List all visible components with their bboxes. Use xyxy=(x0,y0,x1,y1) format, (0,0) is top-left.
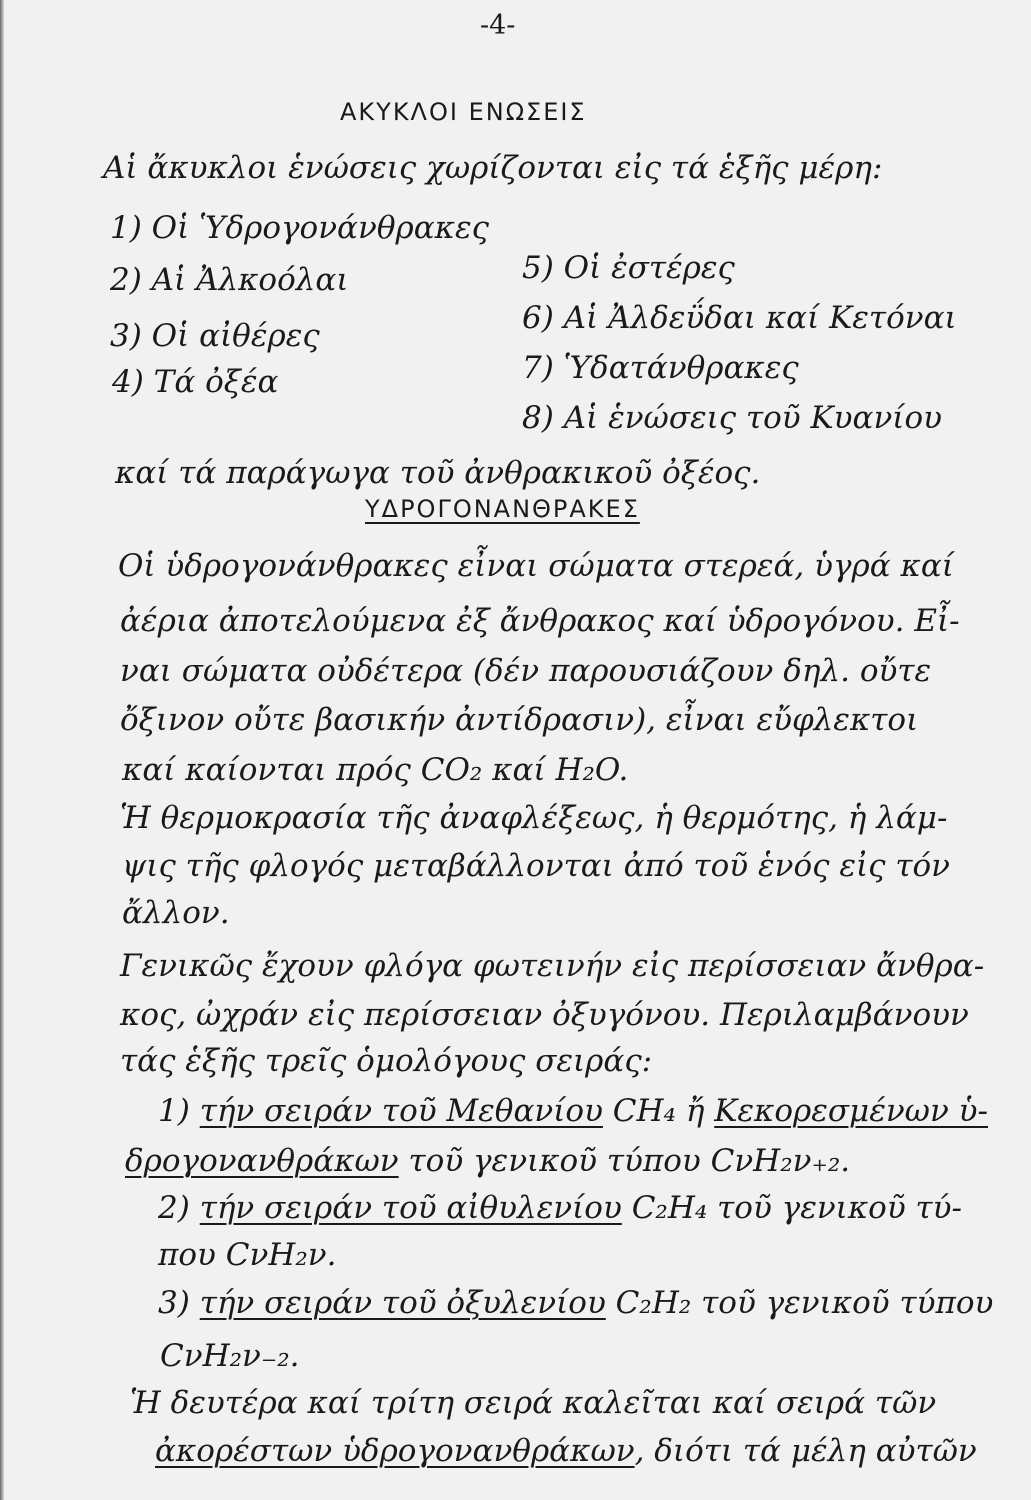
paragraph-1-line-1: Οἱ ὑδρογονάνθρακες εἶναι σώματα στερεά, ὑγρά καί xyxy=(118,548,954,584)
paragraph-1-line-3: ναι σώματα οὐδέτερα (δέν παρουσιάζουν δηλ. οὔτε xyxy=(120,653,932,689)
list-item-2: 2) Αἱ Ἀλκοόλαι xyxy=(110,262,349,298)
intro-line: Αἱ ἄκυκλοι ἑνώσεις χωρίζονται εἰς τά ἑξῆς μέρη: xyxy=(103,150,883,186)
series-3-name: τήν σειράν τοῦ ὀξυλενίου xyxy=(199,1285,606,1321)
list-item-5: 5) Οἱ ἐστέρες xyxy=(522,250,735,286)
paragraph-2-line-3: ἄλλον. xyxy=(122,895,230,931)
paragraph-1-line-5: καί καίονται πρός CO₂ καί H₂O. xyxy=(122,752,629,788)
list-item-7: 7) Ὑδατάνθρακες xyxy=(522,350,799,386)
series-2-line-2: που CνH₂ν. xyxy=(158,1237,337,1273)
paragraph-3-line-3: τάς ἑξῆς τρεῖς ὁμολόγους σειράς: xyxy=(120,1043,653,1079)
series-1-general-formula: τοῦ γενικοῦ τύπου CνH₂ν₊₂. xyxy=(408,1143,851,1179)
series-1-formula: CH₄ ἤ xyxy=(612,1093,705,1129)
paragraph-4-line-1: Ἡ δευτέρα καί τρίτη σειρά καλεῖται καί σειρά τῶν xyxy=(130,1385,937,1421)
list-tail-line: καί τά παράγωγα τοῦ ἀνθρακικοῦ ὀξέος. xyxy=(115,455,761,491)
list-item-8: 8) Αἱ ἑνώσεις τοῦ Κυανίου xyxy=(522,400,942,436)
list-item-1: 1) Οἱ Ὑδρογονάνθρακες xyxy=(110,210,489,246)
series-1-alt-name-cont: δρογονανθράκων xyxy=(125,1143,399,1179)
series-2-number: 2) xyxy=(158,1190,190,1226)
series-1-line-1 xyxy=(158,1093,988,1129)
list-item-3: 3) Οἱ αἰθέρες xyxy=(110,318,320,354)
series-3-number: 3) xyxy=(158,1285,190,1321)
unsaturated-hydrocarbons-term: ἀκορέστων ὑδρογονανθράκων xyxy=(155,1433,635,1469)
series-1-alt-name: Κεκορεσμένων ὑ- xyxy=(714,1093,988,1129)
series-1-line-2 xyxy=(125,1143,850,1179)
paragraph-4-line-2-tail: , διότι τά μέλη αὐτῶν xyxy=(634,1433,977,1469)
page-number: -4- xyxy=(480,10,516,41)
series-3-line-2: CνH₂ν₋₂. xyxy=(160,1338,300,1374)
section-subtitle: ΥΔΡΟΓΟΝΑΝΘΡΑΚΕΣ xyxy=(365,495,640,523)
series-1-name: τήν σειράν τοῦ Μεθανίου xyxy=(199,1093,603,1129)
series-1-number: 1) xyxy=(158,1093,190,1129)
paragraph-4-line-2 xyxy=(155,1433,977,1469)
paragraph-1-line-4: ὄξινον οὔτε βασικήν ἀντίδρασιν), εἶναι εὔφλεκτοι xyxy=(120,702,919,738)
paragraph-3-line-2: κος, ὠχράν εἰς περίσσειαν ὀξυγόνου. Περιλαμβάνουν xyxy=(120,997,969,1033)
series-3-formula: C₂H₂ τοῦ γενικοῦ τύπου xyxy=(615,1285,994,1321)
paragraph-1-line-2: ἀέρια ἀποτελούμενα ἐξ ἄνθρακος καί ὑδρογόνου. Εἶ- xyxy=(120,603,960,639)
paragraph-2-line-2: ψις τῆς φλογός μεταβάλλονται ἀπό τοῦ ἑνός εἰς τόν xyxy=(122,848,951,884)
series-2-line-1 xyxy=(158,1190,962,1226)
series-2-formula: C₂H₄ τοῦ γενικοῦ τύ- xyxy=(631,1190,962,1226)
list-item-4: 4) Τά ὀξέα xyxy=(112,364,279,400)
list-item-6: 6) Αἱ Ἀλδεΰδαι καί Κετόναι xyxy=(522,300,957,336)
series-3-line-1 xyxy=(158,1285,993,1321)
paragraph-3-line-1: Γενικῶς ἔχουν φλόγα φωτεινήν εἰς περίσσειαν ἄνθρα- xyxy=(120,948,985,984)
section-title: ΑΚΥΚΛΟΙ ΕΝΩΣΕΙΣ xyxy=(340,98,587,126)
series-2-name: τήν σειράν τοῦ αἰθυλενίου xyxy=(199,1190,622,1226)
paragraph-2-line-1: Ἡ θερμοκρασία τῆς ἀναφλέξεως, ἡ θερμότης, ἡ λάμ- xyxy=(120,800,948,836)
